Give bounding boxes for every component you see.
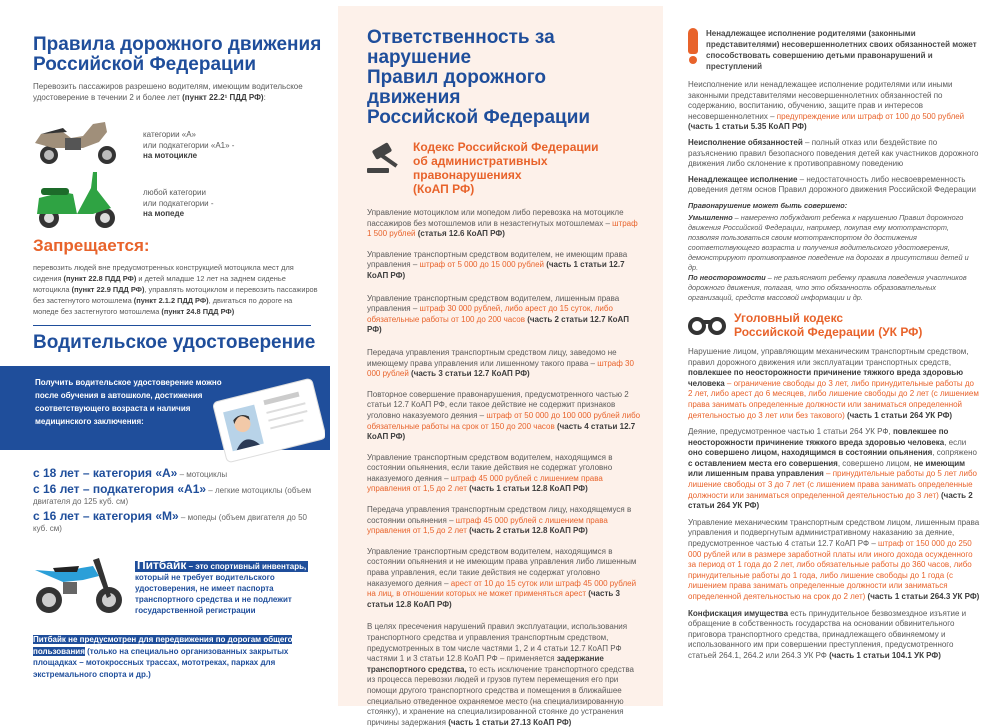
article-reference: не имеющим или лишенным права управления <box>688 458 966 479</box>
article-reference: (часть 1 статьи 12.7 КоАП РФ) <box>367 260 625 280</box>
penalty-text: штраф от 5 000 до 15 000 рублей <box>419 260 545 270</box>
article-paragraph <box>688 609 980 662</box>
license-card-icon <box>210 372 325 467</box>
column-parents-criminal <box>668 0 1000 707</box>
intro-text <box>33 82 303 103</box>
penalty-text: арест от 10 до 15 суток или штраф 45 000 рублей на лиц, в отношении которых не может применяться арест <box>367 578 637 599</box>
article-paragraph <box>688 347 980 421</box>
article-paragraph <box>367 250 641 282</box>
vehicle-item-moped: любой категории или подкатегории - на мопеде <box>143 188 214 219</box>
penalty-text: штраф 30 000 рублей, либо арест до 15 суток, либо обязательные работы от 100 до 200 часов <box>367 304 613 324</box>
text-segment: Передача управления транспортным средством лицу, находящемуся в состоянии опьянения – <box>367 505 632 525</box>
article-paragraph <box>367 348 641 380</box>
text-segment: , если <box>944 437 967 447</box>
text-segment: – полный отказ или бездействие по разъяснению правил безопасного поведения детей как участников дорожного движения либо склонение к противоправному поведению <box>688 137 979 169</box>
article-paragraph <box>688 138 980 170</box>
article-reference: (пункт 22.9 ПДД РФ) <box>71 285 145 294</box>
article-reference: Конфискация имущества <box>688 608 789 618</box>
pitbike-definition: Питбайк – это спортивный инвентарь, который не требует водительского удостоверения, не имеет паспорта транспортного средства и не подлежит государственной регистрации <box>135 558 307 615</box>
license-heading: Водительское удостоверение <box>33 332 316 353</box>
article-reference: Неисполнение обязанностей <box>688 137 803 147</box>
article-reference: оно совершено лицом, находящимся в состоянии опьянения <box>688 448 933 458</box>
text-segment: и детей младше 12 лет на заднем сиденье мотоцикла <box>33 274 286 294</box>
penalty-text: штраф 45 000 рублей с лишением права управления от 1,5 до 2 лет <box>367 515 608 536</box>
pitbike-note: Питбайк не предусмотрен для передвижения по дорогам общего пользования (только на специально организованных закрытых площадках – мотокроссных трассах, мототреках, парках для экстремального спорта и др.) <box>33 635 293 679</box>
article-reference: (часть 4 статьи 12.7 КоАП РФ) <box>367 421 636 442</box>
text-segment: , двигаться по дороге на мопеде без застегнутого мотошлема <box>33 296 293 316</box>
gavel-icon <box>367 142 407 174</box>
italic-bold-text: Правонарушение может быть совершено: <box>688 200 848 210</box>
koap-heading: Кодекс Российской Федерации об административных правонарушениях (КоАП РФ) <box>413 140 599 196</box>
text-segment: Перевозить пассажиров разрешено водителям, имеющим водительское удостоверение в течении 2 и более лет <box>33 82 303 102</box>
column-traffic-rules <box>0 0 335 707</box>
article-reference: (пункт 22.8 ПДД РФ) <box>63 274 137 283</box>
pitbike-icon <box>33 556 123 616</box>
text-segment: Управление мотоциклом или мопедом либо перевозка на мотоцикле пассажиров без мотошлемов или в незастегнутых мотошлемах – <box>367 208 624 228</box>
penalty-text: – принудительные работы до 5 лет либо лишение свободы от 3 до 7 лет (с лишением права занимать определенные должности или заниматься определенной деятельностью до 3 лет) <box>688 469 978 500</box>
text-segment: В целях пресечения нарушений правил эксплуатации, использования транспортного средства и управления транспортным средством, предусмотренных в том числе частями 1, 2 и 4 статьи 12.7 КоАП РФ частями 1 и 3 статьи 12.8 КоАП РФ – применяется <box>367 622 628 664</box>
penalty-text: штраф от 50 000 до 100 000 рублей либо обязательные работы на срок от 150 до 200 часов <box>367 410 641 431</box>
article-paragraph <box>367 294 641 336</box>
motorcycle-icon <box>33 118 121 166</box>
warning-text: Ненадлежащее исполнение родителями (законными представителями) несовершеннолетних своих обязанностей может способствовать совершению детьми правонарушений и преступлений <box>706 29 977 71</box>
article-paragraph <box>688 427 980 512</box>
article-reference: (статья 12.6 КоАП РФ) <box>415 229 505 239</box>
penalty-text: – ограничение свободы до 3 лет, либо принудительные работы до 2 лет, либо арест до 6 месяцев, либо лишение свободы до 2 лет (с лишением права занимать определенные должности или заниматься определенной деятельностью до 3 лет или без такового) <box>688 378 979 420</box>
text-segment: Управление транспортным средством водителем, находящимся в состоянии опьянения, если такие действия не содержат уголовно наказуемого деяния – <box>367 452 613 483</box>
exclamation-icon <box>688 28 698 64</box>
penalty-text: штраф 1 500 рублей <box>367 218 638 239</box>
text-segment: Управление транспортным средством водителем, не имеющим права управления – <box>367 249 628 270</box>
handcuffs-icon <box>688 312 726 338</box>
article-reference: (часть 1 статьи 12.8 КоАП РФ) <box>466 484 588 494</box>
page-title: Правила дорожного движения Российской Федерации <box>33 34 322 75</box>
uk-heading: Уголовный кодекс Российской Федерации (УК РФ) <box>734 310 923 339</box>
article-reference: повлекшее по неосторожности причинение тяжкого вреда здоровью человека <box>688 368 964 388</box>
article-paragraph <box>688 80 980 133</box>
text-segment: : <box>263 92 266 102</box>
article-paragraph <box>367 390 641 443</box>
article-paragraph <box>367 622 641 728</box>
text-segment: Управление транспортным средством водителем, находящимся в состоянии опьянения и не имеющим права управления либо лишенным права управления, если такие действия не содержат уголовно наказуемого деяния – <box>367 546 637 588</box>
article-reference: (часть 1 статьи 264.3 УК РФ) <box>865 592 980 601</box>
italic-bold-text: Умышленно <box>688 212 733 222</box>
prohibited-heading: Запрещается: <box>33 236 150 255</box>
penalty-text: штраф от 150 000 до 250 000 рублей или в размере заработной платы или иного дохода осужденного за период от 1 года до 2 лет, либо обязательные работы до 360 часов, либо принудительные работы до 1 года, либо лишение свободы до 1 года (с лишением права занимать определенные должности или заниматься определенной деятельностью на срок до 2 лет) <box>688 539 973 601</box>
offense-forms <box>688 201 980 303</box>
text-segment: Повторное совершение правонарушения, предусмотренного частью 2 статьи 12.7 КоАП РФ, если такое действие не содержит признаков уголовно наказуемого деяния – <box>367 389 629 420</box>
text-segment: перевозить людей вне предусмотренных конструкцией мотоцикла мест для сидения <box>33 263 294 283</box>
article-reference: повлекшее по неосторожности причинение тяжкого вреда здоровью человека <box>688 427 949 447</box>
text-segment: Передача управления транспортным средством лицу, заведомо не имеющему права управления или лишенному такого права – <box>367 347 617 368</box>
article-paragraph <box>688 175 980 196</box>
text-segment: Деяние, предусмотренное частью 1 статьи 264 УК РФ, <box>688 427 893 437</box>
article-reference: задержание транспортного средства, <box>367 654 604 674</box>
responsibility-title: Ответственность за нарушение Правил дорожного движения Российской Федерации <box>367 27 591 128</box>
koap-header <box>367 140 641 196</box>
article-reference: (часть 3 статьи 12.7 КоАП РФ) <box>408 369 530 379</box>
article-reference: (пункт 2.1.2 ПДД РФ) <box>133 296 209 305</box>
text-segment: то есть исключение транспортного средства из процесса перевозки людей и грузов путем перемещения его при помощи другого транспортного средства и помещения в ближайшее специально отведенное охраняемое место (на специализированную стоянку), и хранение на специализированной стоянке до устранения причины задержания <box>367 664 634 727</box>
vehicle-item-motorcycle: категории «А» или подкатегории «А1» - на мотоцикле <box>143 130 235 161</box>
article-paragraph <box>367 453 641 495</box>
article-paragraph <box>367 505 641 537</box>
column-responsibility <box>338 6 663 727</box>
offense-negligent <box>688 273 980 303</box>
text-segment: Нарушение лицом, управляющим механическим транспортным средством, правил дорожного движения или эксплуатации транспортных средств, <box>688 346 969 367</box>
italic-bold-text: По неосторожности <box>688 272 766 282</box>
article-reference: (часть 1 статьи 264 УК РФ) <box>844 410 953 420</box>
divider <box>33 325 311 326</box>
prohibited-text <box>33 262 318 317</box>
koap-articles <box>367 208 641 728</box>
offense-forms-heading <box>688 201 980 211</box>
article-reference: (часть 3 статьи 12.8 КоАП РФ) <box>367 589 620 609</box>
article-reference: (часть 2 статьи 12.7 КоАП РФ) <box>367 314 629 335</box>
penalty-text: штраф 30 000 рублей <box>367 358 634 379</box>
article-reference: с оставлением места его совершения <box>688 458 838 468</box>
text-segment: есть принудительное безвозмездное изъятие и обращение в собственность государства на основании обвинительного приговора транспортного средства, принадлежащего обвиняемому и использованного им при совершении преступления, предусмотренного статьей 264.1, 264.2 или 264.3 УК РФ <box>688 608 967 660</box>
italic-text: – намеренно побуждают ребенка к нарушению Правил дорожного движения Российской Федерации, например, покупая ему мототранспорт, позволяя пользоваться своим мототранспортом до достижения соответствующего возраста и получения водительского удостоверения, демонстрируют противоправное поведение на дорогах в присутствии детей и др. <box>688 212 969 272</box>
penalty-text: штраф 45 000 рублей с лишением права управления от 1,5 до 2 лет <box>367 473 603 494</box>
uk-articles <box>688 347 980 662</box>
text-segment: Неисполнение или ненадлежащее исполнение родителями или иными законными представителями несовершеннолетних обязанностей по содержанию, воспитанию, обучению, защите прав и интересов несовершеннолетних – <box>688 80 953 121</box>
parents-section <box>688 80 980 303</box>
article-reference: (часть 2 статьи 264 УК РФ) <box>688 490 973 511</box>
text-segment: , сопряжено <box>932 448 977 458</box>
article-reference: (часть 2 статьи 12.8 КоАП РФ) <box>466 526 588 536</box>
article-reference: (пункт 24.8 ПДД РФ) <box>161 307 235 316</box>
category-item: с 16 лет – подкатегория «А1» – легкие мотоциклы (объем двигателя до 125 куб. см) <box>33 482 312 506</box>
license-info-text: Получить водительское удостоверение можно после обучения в автошколе, достижения соответствующего возраста и наличия медицинского заключения: <box>35 378 222 426</box>
text-segment: , совершено лицом, <box>837 458 914 468</box>
text-segment: , управлять мотоциклом и перевозить пассажиров без застегнутого мотошлема <box>33 285 318 305</box>
category-item: с 16 лет – категория «М» – мопеды (объем двигателя до 50 куб. см) <box>33 509 307 533</box>
article-paragraph <box>367 208 641 240</box>
text-segment: – недостаточность либо несвоевременность доведения детям основ Правил дорожного движения Российской Федерации <box>688 174 976 195</box>
article-reference: (часть 1 статьи 5.35 КоАП РФ) <box>688 122 807 132</box>
text-segment: Управление транспортным средством водителем, лишенным права управления – <box>367 293 620 314</box>
license-categories <box>33 468 318 534</box>
scooter-icon <box>33 168 121 230</box>
article-paragraph <box>367 547 641 611</box>
article-reference: (часть 1 статьи 27.13 КоАП РФ) <box>448 717 572 727</box>
text-segment: Управление механическим транспортным средством лицом, лишенным права управления и подвергнутым административному наказанию за деяние, предусмотренное частью 4 статьи 12.7 КоАП РФ – <box>688 517 980 549</box>
article-reference: (пункт 22.2¹ ПДД РФ) <box>182 92 264 102</box>
article-paragraph <box>688 518 980 603</box>
offense-intentional <box>688 213 980 273</box>
italic-text: – не разъясняют ребенку правила поведения участников дорожного движения, полагая, что это обязанность образовательных организаций, средств массовой информации и др. <box>688 272 967 302</box>
category-item: с 18 лет – категория «А» – мотоциклы <box>33 466 228 480</box>
article-reference: Ненадлежащее исполнение <box>688 174 798 184</box>
penalty-text: предупреждение или штраф от 100 до 500 рублей <box>776 111 965 121</box>
uk-header <box>688 311 980 339</box>
warning-block <box>688 28 980 72</box>
article-reference: (часть 1 статьи 104.1 УК РФ) <box>829 650 941 660</box>
